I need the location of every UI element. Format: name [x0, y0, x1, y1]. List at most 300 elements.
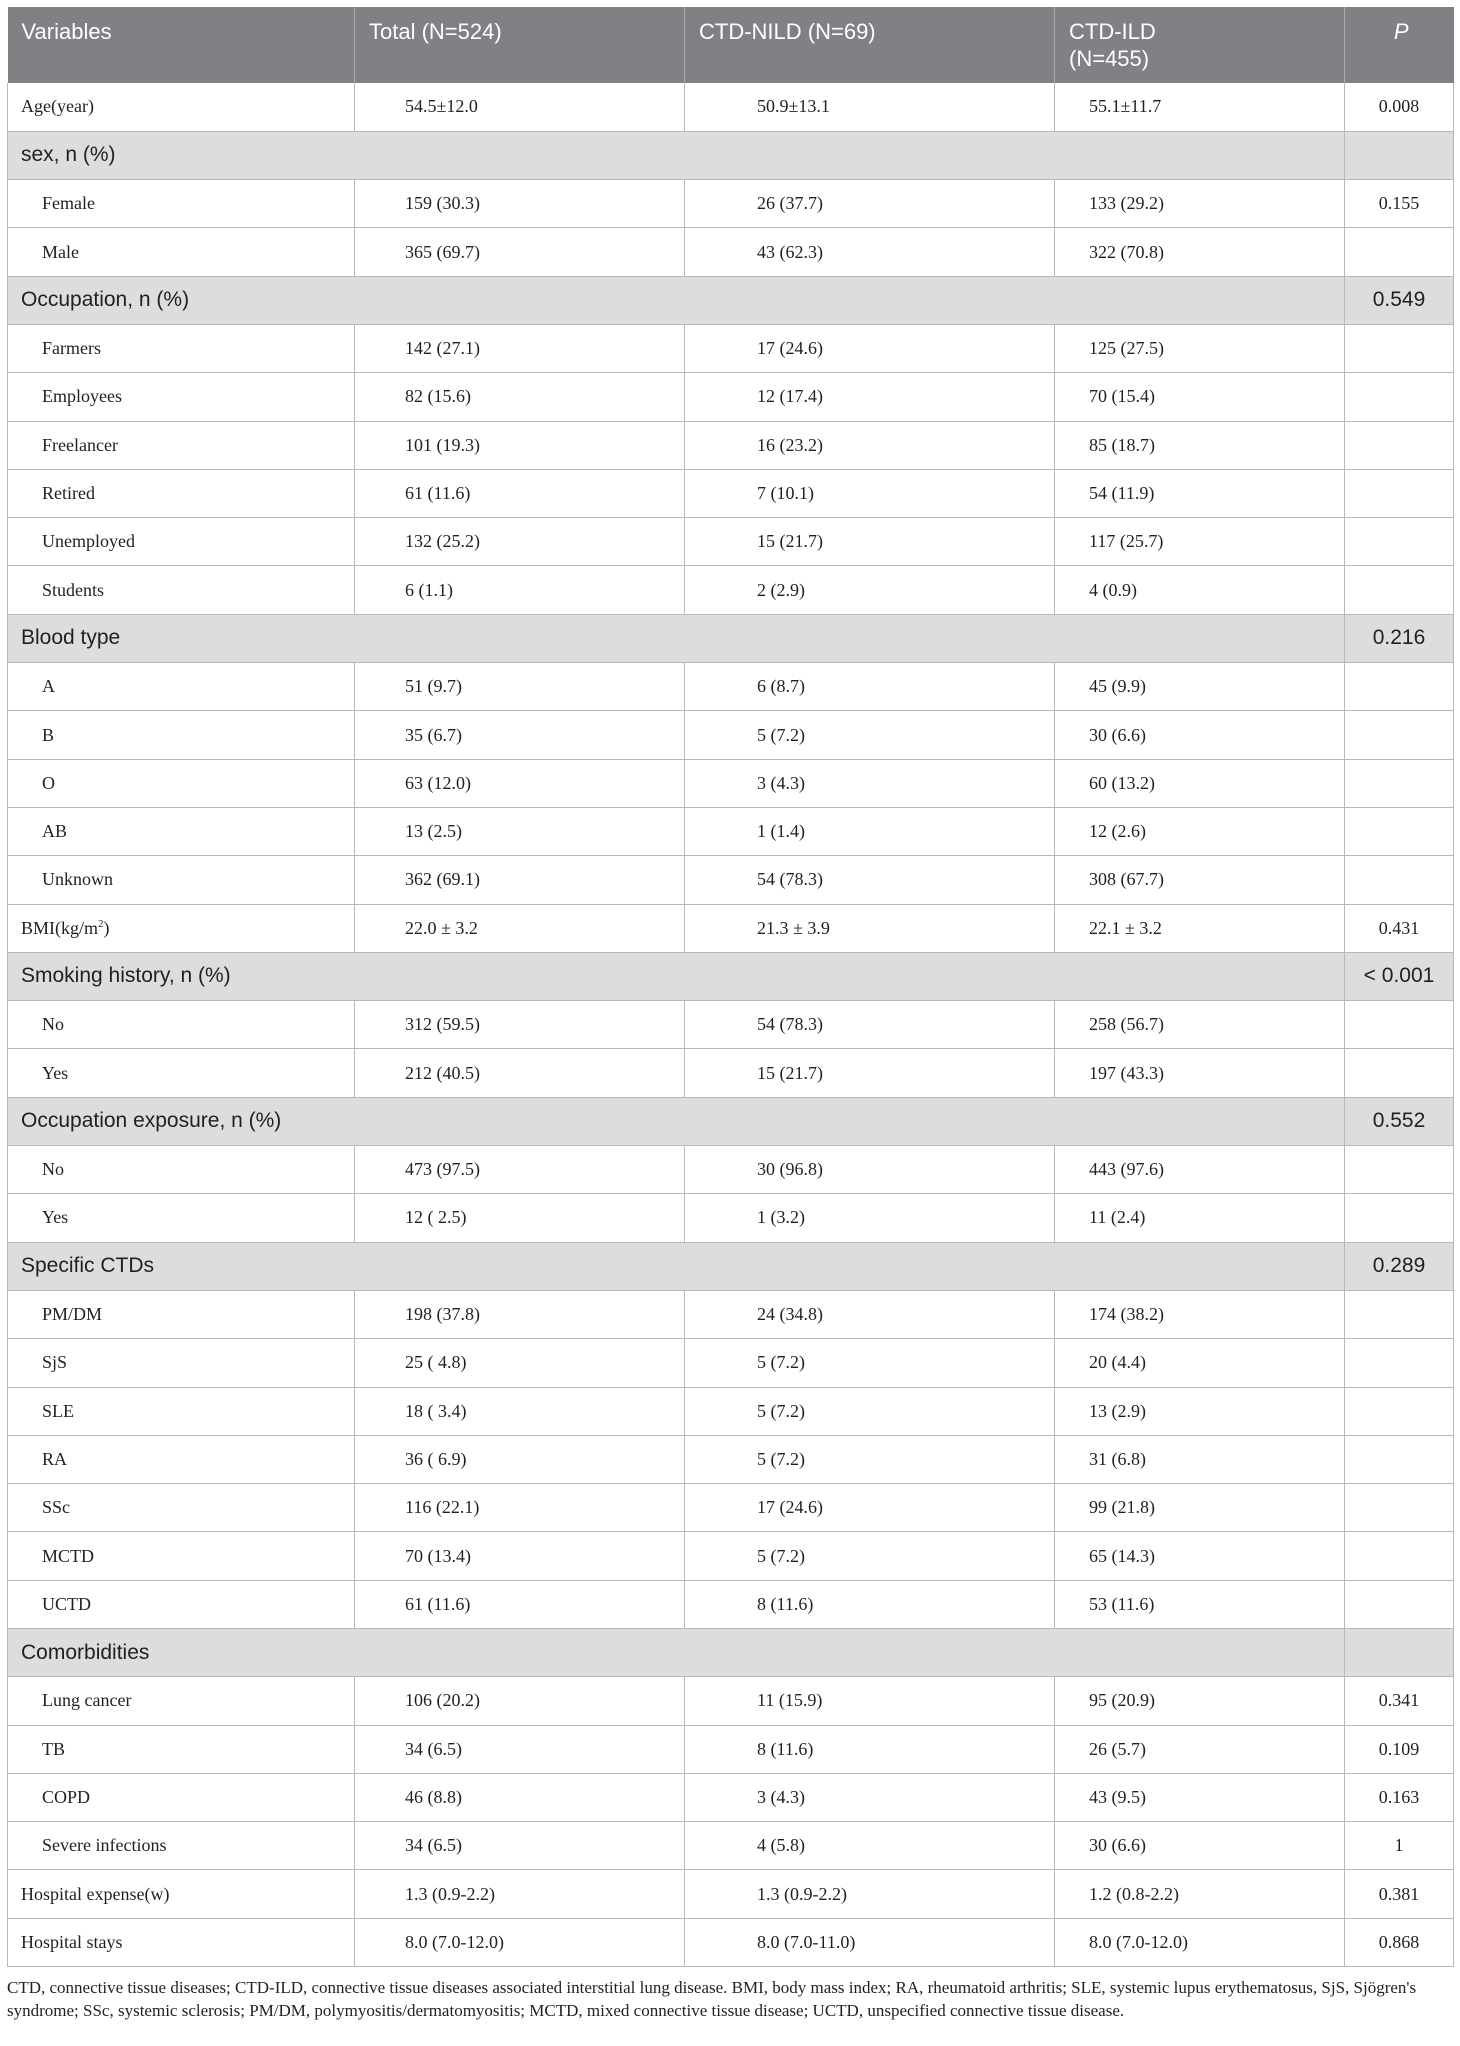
total-value: 365 (69.7) — [405, 241, 480, 262]
ctd-nild-value: 17 (24.6) — [757, 338, 823, 359]
ctd-nild-value: 8 (11.6) — [757, 1738, 814, 1759]
total-value: 36 ( 6.9) — [405, 1448, 467, 1469]
ctd-nild-value-cell — [685, 1773, 1055, 1821]
header-variables: Variables — [8, 7, 355, 83]
ctd-nild-value-cell — [685, 1677, 1055, 1725]
row-label: UCTD — [8, 1580, 355, 1628]
section-p-value — [1345, 131, 1454, 179]
section-p-value: 0.289 — [1345, 1242, 1454, 1290]
ctd-ild-value: 443 (97.6) — [1089, 1159, 1164, 1180]
total-value: 142 (27.1) — [405, 338, 480, 359]
p-value — [1345, 1580, 1454, 1628]
ctd-ild-value-cell — [1055, 421, 1345, 469]
row-label: Hospital stays — [8, 1918, 355, 1966]
ctd-ild-value: 1.2 (0.8-2.2) — [1089, 1883, 1179, 1904]
row-label: No — [8, 1146, 355, 1194]
ctd-nild-value: 54 (78.3) — [757, 869, 823, 890]
total-value-cell — [355, 1677, 685, 1725]
ctd-ild-value: 53 (11.6) — [1089, 1593, 1155, 1614]
p-value — [1345, 856, 1454, 904]
ctd-ild-value: 117 (25.7) — [1089, 531, 1164, 552]
ctd-nild-value: 12 (17.4) — [757, 386, 823, 407]
p-value — [1345, 1435, 1454, 1483]
subcategory-row — [8, 1725, 1454, 1773]
total-value-cell — [355, 83, 685, 131]
total-value-cell — [355, 373, 685, 421]
total-value-cell — [355, 856, 685, 904]
total-value-cell — [355, 324, 685, 372]
subcategory-row — [8, 1339, 1454, 1387]
section-p-value: < 0.001 — [1345, 952, 1454, 1000]
ctd-ild-value: 258 (56.7) — [1089, 1014, 1164, 1035]
ctd-nild-value-cell — [685, 324, 1055, 372]
ctd-nild-value-cell — [685, 469, 1055, 517]
row-label: MCTD — [8, 1532, 355, 1580]
ctd-nild-value: 43 (62.3) — [757, 241, 823, 262]
total-value: 51 (9.7) — [405, 676, 462, 697]
ctd-nild-value: 8 (11.6) — [757, 1593, 814, 1614]
total-value-cell — [355, 1773, 685, 1821]
row-label: O — [8, 759, 355, 807]
ctd-ild-value: 43 (9.5) — [1089, 1787, 1146, 1808]
ctd-nild-value-cell — [685, 421, 1055, 469]
ctd-ild-value: 60 (13.2) — [1089, 772, 1155, 793]
total-value: 212 (40.5) — [405, 1062, 480, 1083]
header-ctd-ild: CTD-ILD (N=455) — [1055, 7, 1345, 83]
subcategory-row — [8, 1146, 1454, 1194]
ctd-nild-value: 17 (24.6) — [757, 1497, 823, 1518]
ctd-ild-value: 26 (5.7) — [1089, 1738, 1146, 1759]
subcategory-row — [8, 1387, 1454, 1435]
p-value — [1345, 711, 1454, 759]
ctd-nild-value: 5 (7.2) — [757, 1545, 805, 1566]
total-value: 25 ( 4.8) — [405, 1352, 467, 1373]
section-row — [8, 276, 1454, 324]
section-label: sex, n (%) — [8, 131, 1345, 179]
row-label: PM/DM — [8, 1290, 355, 1338]
ctd-ild-value: 31 (6.8) — [1089, 1448, 1146, 1469]
ctd-ild-value-cell — [1055, 1725, 1345, 1773]
ctd-nild-value: 7 (10.1) — [757, 483, 814, 504]
total-value: 312 (59.5) — [405, 1014, 480, 1035]
variable-row — [8, 83, 1454, 131]
p-value — [1345, 1049, 1454, 1097]
variable-row — [8, 904, 1454, 952]
row-label: Age(year) — [8, 83, 355, 131]
total-value-cell — [355, 1339, 685, 1387]
total-value: 63 (12.0) — [405, 772, 471, 793]
subcategory-row — [8, 180, 1454, 228]
section-row — [8, 131, 1454, 179]
total-value: 18 ( 3.4) — [405, 1400, 467, 1421]
ctd-ild-value-cell — [1055, 759, 1345, 807]
ctd-nild-value: 1 (1.4) — [757, 821, 805, 842]
total-value: 159 (30.3) — [405, 193, 480, 214]
ctd-nild-value-cell — [685, 1290, 1055, 1338]
p-value — [1345, 566, 1454, 614]
ctd-nild-value: 15 (21.7) — [757, 1062, 823, 1083]
ctd-nild-value: 50.9±13.1 — [757, 96, 830, 117]
ctd-nild-value-cell — [685, 83, 1055, 131]
section-p-value: 0.216 — [1345, 614, 1454, 662]
subcategory-row — [8, 1435, 1454, 1483]
ctd-nild-value: 21.3 ± 3.9 — [757, 917, 830, 938]
ctd-nild-value: 1.3 (0.9-2.2) — [757, 1883, 847, 1904]
total-value-cell — [355, 759, 685, 807]
total-value: 473 (97.5) — [405, 1159, 480, 1180]
p-value — [1345, 421, 1454, 469]
ctd-ild-value: 133 (29.2) — [1089, 193, 1164, 214]
row-label-suffix: ) — [103, 917, 110, 938]
subcategory-row — [8, 856, 1454, 904]
total-value-cell — [355, 1532, 685, 1580]
ctd-ild-value-cell — [1055, 856, 1345, 904]
total-value: 22.0 ± 3.2 — [405, 917, 478, 938]
ctd-ild-value: 12 (2.6) — [1089, 821, 1146, 842]
section-label: Comorbidities — [8, 1629, 1345, 1677]
total-value-cell — [355, 807, 685, 855]
ctd-nild-value: 30 (96.8) — [757, 1159, 823, 1180]
ctd-nild-value-cell — [685, 1725, 1055, 1773]
p-value: 0.341 — [1345, 1677, 1454, 1725]
ctd-ild-value: 85 (18.7) — [1089, 434, 1155, 455]
subcategory-row — [8, 1049, 1454, 1097]
ctd-nild-value-cell — [685, 1387, 1055, 1435]
ctd-nild-value-cell — [685, 1146, 1055, 1194]
total-value-cell — [355, 1001, 685, 1049]
total-value: 34 (6.5) — [405, 1835, 462, 1856]
ctd-ild-value-cell — [1055, 1870, 1345, 1918]
ctd-ild-value-cell — [1055, 324, 1345, 372]
ctd-ild-value: 4 (0.9) — [1089, 579, 1137, 600]
row-label: Farmers — [8, 324, 355, 372]
total-value-cell — [355, 1435, 685, 1483]
ctd-nild-value-cell — [685, 1580, 1055, 1628]
subcategory-row — [8, 1532, 1454, 1580]
row-label: Retired — [8, 469, 355, 517]
p-value: 0.008 — [1345, 83, 1454, 131]
ctd-nild-value: 2 (2.9) — [757, 579, 805, 600]
ctd-nild-value-cell — [685, 1339, 1055, 1387]
ctd-nild-value: 8.0 (7.0-11.0) — [757, 1931, 856, 1952]
ctd-nild-value-cell — [685, 663, 1055, 711]
subcategory-row — [8, 421, 1454, 469]
ctd-nild-value-cell — [685, 1484, 1055, 1532]
ctd-ild-value: 197 (43.3) — [1089, 1062, 1164, 1083]
ctd-ild-value: 13 (2.9) — [1089, 1400, 1146, 1421]
ctd-ild-value-cell — [1055, 1822, 1345, 1870]
ctd-ild-value: 54 (11.9) — [1089, 483, 1155, 504]
total-value: 46 (8.8) — [405, 1787, 462, 1808]
total-value-cell — [355, 1387, 685, 1435]
ctd-nild-value-cell — [685, 1001, 1055, 1049]
p-value: 0.381 — [1345, 1870, 1454, 1918]
row-label: Hospital expense(w) — [8, 1870, 355, 1918]
subcategory-row — [8, 1822, 1454, 1870]
ctd-nild-value-cell — [685, 518, 1055, 566]
ctd-ild-value-cell — [1055, 1435, 1345, 1483]
p-value — [1345, 518, 1454, 566]
total-value: 12 ( 2.5) — [405, 1207, 467, 1228]
ctd-nild-value-cell — [685, 904, 1055, 952]
ctd-nild-value: 54 (78.3) — [757, 1014, 823, 1035]
p-value — [1345, 807, 1454, 855]
total-value-cell — [355, 1918, 685, 1966]
ctd-nild-value: 3 (4.3) — [757, 772, 805, 793]
ctd-nild-value-cell — [685, 566, 1055, 614]
ctd-ild-value: 308 (67.7) — [1089, 869, 1164, 890]
ctd-nild-value-cell — [685, 759, 1055, 807]
ctd-nild-value: 5 (7.2) — [757, 1448, 805, 1469]
row-label: Unknown — [8, 856, 355, 904]
ctd-ild-value-cell — [1055, 1146, 1345, 1194]
ctd-nild-value: 5 (7.2) — [757, 724, 805, 745]
row-label: COPD — [8, 1773, 355, 1821]
ctd-ild-value-cell — [1055, 518, 1345, 566]
row-label: SSc — [8, 1484, 355, 1532]
ctd-ild-value-cell — [1055, 228, 1345, 276]
ctd-ild-value-cell — [1055, 1580, 1345, 1628]
ctd-nild-value-cell — [685, 1822, 1055, 1870]
p-value: 0.868 — [1345, 1918, 1454, 1966]
subcategory-row — [8, 1290, 1454, 1338]
total-value: 61 (11.6) — [405, 1593, 471, 1614]
row-label: Male — [8, 228, 355, 276]
p-value — [1345, 1146, 1454, 1194]
ctd-ild-value-cell — [1055, 1001, 1345, 1049]
subcategory-row — [8, 1677, 1454, 1725]
total-value: 1.3 (0.9-2.2) — [405, 1883, 495, 1904]
total-value-cell — [355, 663, 685, 711]
total-value-cell — [355, 1146, 685, 1194]
total-value-cell — [355, 1194, 685, 1242]
row-label: Students — [8, 566, 355, 614]
ctd-ild-value: 174 (38.2) — [1089, 1304, 1164, 1325]
subcategory-row — [8, 228, 1454, 276]
p-value — [1345, 1387, 1454, 1435]
header-total: Total (N=524) — [355, 7, 685, 83]
subcategory-row — [8, 566, 1454, 614]
ctd-ild-value: 95 (20.9) — [1089, 1690, 1155, 1711]
ctd-ild-value-cell — [1055, 1339, 1345, 1387]
ctd-nild-value-cell — [685, 1532, 1055, 1580]
ctd-nild-value: 11 (15.9) — [757, 1690, 823, 1711]
row-label — [8, 904, 355, 952]
header-ctd-nild: CTD-NILD (N=69) — [685, 7, 1055, 83]
subcategory-row — [8, 1194, 1454, 1242]
ctd-nild-value: 3 (4.3) — [757, 1787, 805, 1808]
row-label: TB — [8, 1725, 355, 1773]
ctd-nild-value-cell — [685, 1049, 1055, 1097]
total-value: 362 (69.1) — [405, 869, 480, 890]
ctd-ild-value-cell — [1055, 83, 1345, 131]
ctd-ild-value-cell — [1055, 711, 1345, 759]
total-value: 106 (20.2) — [405, 1690, 480, 1711]
row-label: SLE — [8, 1387, 355, 1435]
ctd-ild-value-cell — [1055, 904, 1345, 952]
row-label: No — [8, 1001, 355, 1049]
row-label-superscript: 2 — [98, 917, 104, 930]
ctd-ild-value: 45 (9.9) — [1089, 676, 1146, 697]
header-p-value: P — [1345, 7, 1454, 83]
section-row — [8, 1097, 1454, 1145]
p-value — [1345, 469, 1454, 517]
row-label: Freelancer — [8, 421, 355, 469]
total-value-cell — [355, 904, 685, 952]
p-value — [1345, 324, 1454, 372]
p-value — [1345, 1001, 1454, 1049]
total-value: 70 (13.4) — [405, 1545, 471, 1566]
section-row — [8, 1242, 1454, 1290]
row-label: RA — [8, 1435, 355, 1483]
total-value-cell — [355, 1870, 685, 1918]
ctd-ild-value: 8.0 (7.0-12.0) — [1089, 1931, 1188, 1952]
ctd-ild-value-cell — [1055, 1290, 1345, 1338]
total-value-cell — [355, 1049, 685, 1097]
ctd-ild-value-cell — [1055, 1677, 1345, 1725]
ctd-ild-value-cell — [1055, 1387, 1345, 1435]
total-value: 34 (6.5) — [405, 1738, 462, 1759]
row-label-text: BMI(kg/m — [21, 917, 99, 938]
section-row — [8, 1629, 1454, 1677]
ctd-ild-value-cell — [1055, 1532, 1345, 1580]
ctd-ild-value-cell — [1055, 663, 1345, 711]
subcategory-row — [8, 807, 1454, 855]
section-label: Specific CTDs — [8, 1242, 1345, 1290]
ctd-ild-value-cell — [1055, 566, 1345, 614]
ctd-ild-value: 55.1±11.7 — [1089, 96, 1162, 117]
row-label: Employees — [8, 373, 355, 421]
ctd-nild-value-cell — [685, 228, 1055, 276]
ctd-ild-value: 11 (2.4) — [1089, 1207, 1146, 1228]
section-label: Occupation exposure, n (%) — [8, 1097, 1345, 1145]
total-value-cell — [355, 421, 685, 469]
p-value — [1345, 1290, 1454, 1338]
subcategory-row — [8, 711, 1454, 759]
total-value: 132 (25.2) — [405, 531, 480, 552]
ctd-nild-value-cell — [685, 373, 1055, 421]
total-value: 82 (15.6) — [405, 386, 471, 407]
subcategory-row — [8, 324, 1454, 372]
p-value — [1345, 1339, 1454, 1387]
p-value — [1345, 759, 1454, 807]
total-value-cell — [355, 566, 685, 614]
section-label: Occupation, n (%) — [8, 276, 1345, 324]
total-value: 116 (22.1) — [405, 1497, 480, 1518]
ctd-nild-value-cell — [685, 807, 1055, 855]
row-label: A — [8, 663, 355, 711]
p-value: 0.109 — [1345, 1725, 1454, 1773]
total-value-cell — [355, 1725, 685, 1773]
subcategory-row — [8, 1773, 1454, 1821]
row-label: Unemployed — [8, 518, 355, 566]
total-value-cell — [355, 518, 685, 566]
ctd-nild-value: 4 (5.8) — [757, 1835, 805, 1856]
ctd-ild-value: 65 (14.3) — [1089, 1545, 1155, 1566]
ctd-ild-value: 322 (70.8) — [1089, 241, 1164, 262]
total-value-cell — [355, 1822, 685, 1870]
p-value — [1345, 1484, 1454, 1532]
section-p-value: 0.552 — [1345, 1097, 1454, 1145]
header-row — [8, 7, 1454, 83]
subcategory-row — [8, 469, 1454, 517]
table-body — [8, 83, 1454, 1967]
section-row — [8, 614, 1454, 662]
row-label: Female — [8, 180, 355, 228]
total-value: 8.0 (7.0-12.0) — [405, 1931, 504, 1952]
row-label: Severe infections — [8, 1822, 355, 1870]
ctd-ild-value-cell — [1055, 180, 1345, 228]
ctd-nild-value: 6 (8.7) — [757, 676, 805, 697]
row-label: Yes — [8, 1194, 355, 1242]
ctd-ild-value-cell — [1055, 1484, 1345, 1532]
row-label: SjS — [8, 1339, 355, 1387]
ctd-nild-value-cell — [685, 1435, 1055, 1483]
total-value-cell — [355, 711, 685, 759]
total-value: 6 (1.1) — [405, 579, 453, 600]
ctd-ild-value: 99 (21.8) — [1089, 1497, 1155, 1518]
ctd-nild-value-cell — [685, 1918, 1055, 1966]
ctd-ild-value: 125 (27.5) — [1089, 338, 1164, 359]
ctd-nild-value: 15 (21.7) — [757, 531, 823, 552]
ctd-ild-value: 20 (4.4) — [1089, 1352, 1146, 1373]
total-value: 13 (2.5) — [405, 821, 462, 842]
ctd-ild-value: 22.1 ± 3.2 — [1089, 917, 1162, 938]
ctd-ild-value: 30 (6.6) — [1089, 1835, 1146, 1856]
p-value: 1 — [1345, 1822, 1454, 1870]
ctd-nild-value-cell — [685, 180, 1055, 228]
total-value-cell — [355, 1580, 685, 1628]
row-label: B — [8, 711, 355, 759]
section-label: Blood type — [8, 614, 1345, 662]
p-value — [1345, 663, 1454, 711]
row-label: Yes — [8, 1049, 355, 1097]
ctd-nild-value-cell — [685, 1870, 1055, 1918]
ctd-ild-value-cell — [1055, 373, 1345, 421]
variable-row — [8, 1870, 1454, 1918]
subcategory-row — [8, 518, 1454, 566]
total-value-cell — [355, 228, 685, 276]
total-value: 61 (11.6) — [405, 483, 471, 504]
ctd-ild-value-cell — [1055, 1049, 1345, 1097]
table-container — [7, 7, 1453, 2022]
ctd-nild-value-cell — [685, 1194, 1055, 1242]
ctd-nild-value: 16 (23.2) — [757, 434, 823, 455]
ctd-nild-value-cell — [685, 856, 1055, 904]
total-value: 198 (37.8) — [405, 1304, 480, 1325]
total-value: 54.5±12.0 — [405, 96, 478, 117]
total-value-cell — [355, 1290, 685, 1338]
subcategory-row — [8, 1580, 1454, 1628]
p-value: 0.155 — [1345, 180, 1454, 228]
ctd-ild-value-cell — [1055, 1918, 1345, 1966]
p-value — [1345, 373, 1454, 421]
p-value — [1345, 1532, 1454, 1580]
p-value: 0.431 — [1345, 904, 1454, 952]
table-header — [8, 7, 1454, 83]
ctd-ild-value: 70 (15.4) — [1089, 386, 1155, 407]
ctd-ild-value-cell — [1055, 469, 1345, 517]
section-p-value: 0.549 — [1345, 276, 1454, 324]
ctd-nild-value: 26 (37.7) — [757, 193, 823, 214]
total-value-cell — [355, 469, 685, 517]
ctd-ild-value-cell — [1055, 807, 1345, 855]
row-label: Lung cancer — [8, 1677, 355, 1725]
ctd-nild-value: 1 (3.2) — [757, 1207, 805, 1228]
table-footnote: CTD, connective tissue diseases; CTD-ILD, connective tissue diseases associated interstitial lung disease. BMI, body mass index; RA, rheumatoid arthritis; SLE, systemic lupus erythematosus, SjS, Sjögren's syndrome; SSc, systemic sclerosis; PM/DM, polymyositis/dermatomyositis; MCTD, mixed connective tissue disease; UCTD, unspecified connective tissue disease. — [7, 1978, 1417, 2021]
p-value: 0.163 — [1345, 1773, 1454, 1821]
section-p-value — [1345, 1629, 1454, 1677]
